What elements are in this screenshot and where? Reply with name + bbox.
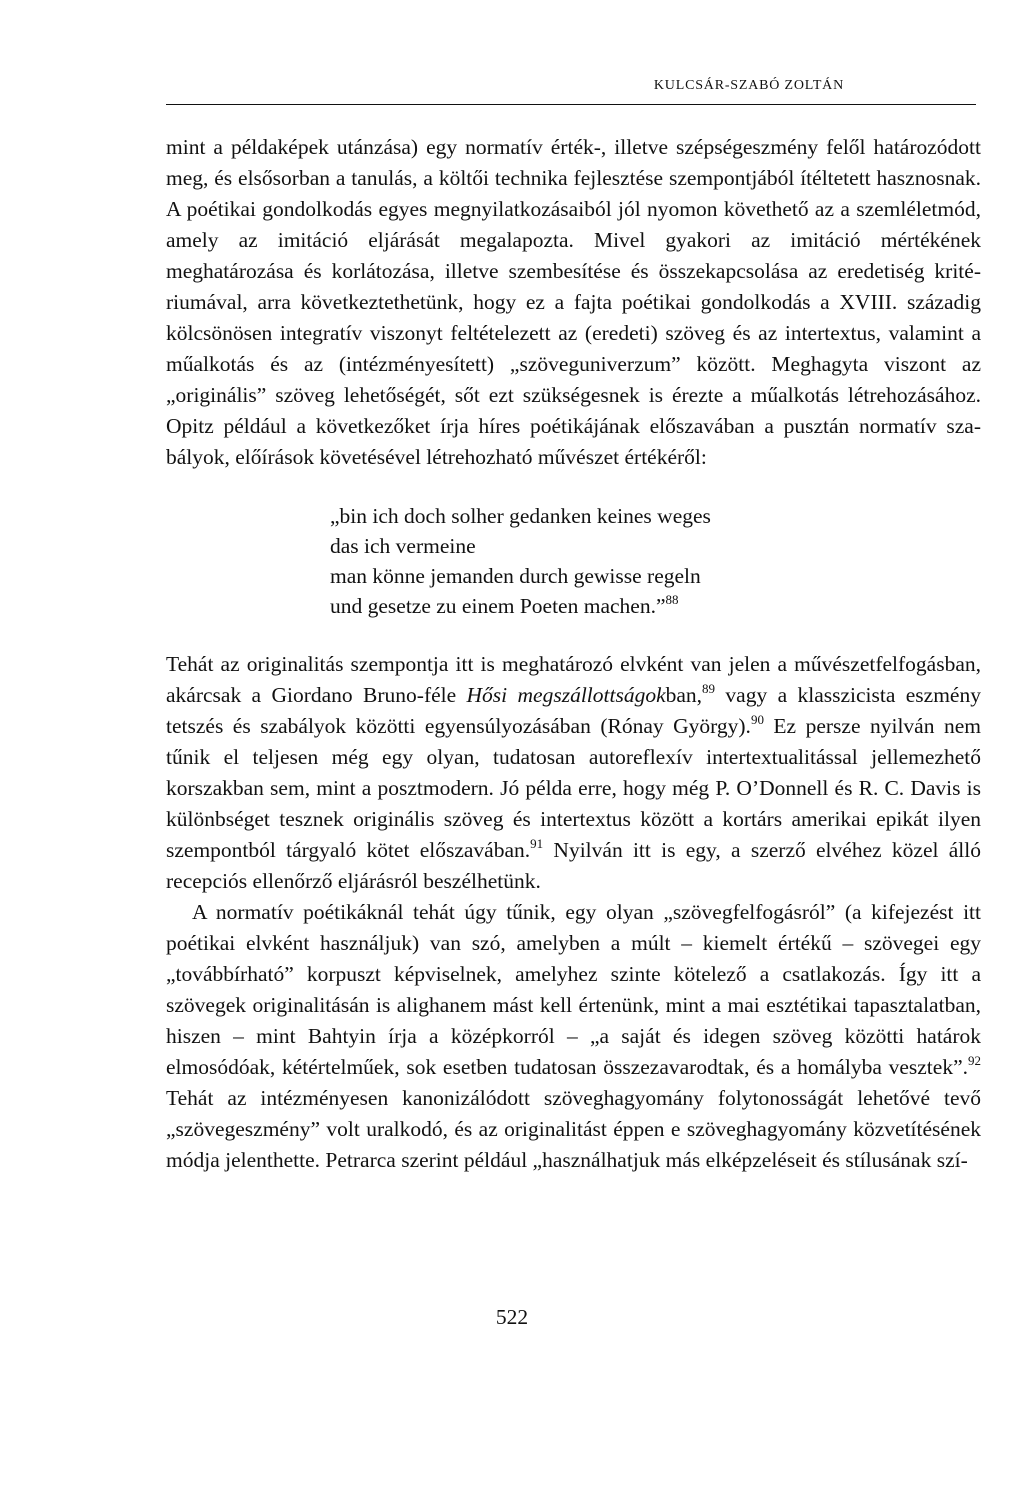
paragraph-2 [166,649,981,897]
paragraph-2-text: Tehát az originalitás szempontja itt is meghatározó elvként van jelen a művészetfelfogásban, akárcsak a Giordano Bruno-féle [166,652,981,707]
header-rule [166,104,976,105]
body-text [166,132,981,1176]
paragraph-2-text: Nyilván itt is egy, a szerző elvéhez közel álló recepciós ellenőrző eljárásról beszélhetünk. [166,838,981,893]
italic-book-title: Hősi megszállottságok [466,683,666,707]
footnote-ref-89: 89 [702,681,716,696]
paragraph-2-text: ban, [665,683,703,707]
paragraph-2-text: Ez persze nyilván nem tűnik el teljesen még egy olyan, tudatosan autoreflexív intertextualitással jellemezhető korszakban sem, mint a posztmodern. Jó példa erre, hogy még P. O’Donnell és R. C. Davis is különbséget tesznek originális szöveg és intertextus között a kortárs amerikai epikát ilyen szempontból tárgyaló kötet előszavában. [166,714,981,862]
quote-line: das ich vermeine [330,534,476,558]
paragraph-2-text: vagy a klasszicista eszmény tetszés és szabályok közötti egyensúlyozásában (Rónay György). [166,683,981,738]
footnote-ref-90: 90 [750,712,764,727]
footnote-ref-92: 92 [968,1053,981,1068]
quote-line [330,591,981,621]
block-quote [330,501,981,621]
quote-line: man könne jemanden durch gewisse regeln [330,564,701,588]
quote-line: „bin ich doch solher gedanken keines weges [330,504,711,528]
paragraph-3 [166,897,981,1176]
footnote-ref-91: 91 [530,836,544,851]
page-number: 522 [495,1305,529,1329]
quote-line-text: und gesetze zu einem Poeten machen.” [330,594,666,618]
footnote-ref-88: 88 [665,592,679,607]
running-head: KULCSÁR-SZABÓ ZOLTÁN [653,78,844,93]
paragraph-3-text: A normatív poétikáknál tehát úgy tűnik, egy olyan „szövegfelfogásról” (a kifejezést itt poétikai elvként használjuk) van szó, amelyben a múlt – kiemelt értékű – szövegei egy „továbbírható” korpuszt képviselnek, amelyhez szinte kötelező a csatlakozás. Így itt a szövegek originalitásán is alighanem mást kell értenünk, mint a mai esztétikai tapasztalatban, hiszen – mint Bahtyin írja a középkorról – „a saját és idegen szöveg közötti határok elmosódóak, kétértelműek, sok esetben tudatosan összezavarodtak, és a homályba vesztek”. [166,900,981,1079]
paragraph-1: mint a példaképek utánzása) egy normatív érték-, illetve szépségeszmény felől határozódott meg, és elsősorban a tanulás, a költői technika fejlesztése szempontjából ítéltetett hasznosnak. A poétikai gondolkodás egyes megnyilatkozásaiból jól nyomon követhető az a szemléletmód, amely az imitáció eljárását megalapozta. Mivel gyakori az imitáció mértékének meghatározása és korlátozása, illetve szembesítése és összekapcsolása az eredetiség kritériumával, arra következtethetünk, hogy ez a fajta poétikai gondolkodás a XVIII. századig kölcsönösen integratív viszonyt feltételezett az (eredeti) szöveg és az intertextus, valamint a műalkotás és az (intézményesített) „szöveguniverzum” között. Meghagyta viszont az „originális” szöveg lehetőségét, sőt ezt szükségesnek is érezte a műalkotás létrehozásához. Opitz például a következőket írja híres poétikájának előszavában a pusztán normatív szabályok, előírások követésével létrehozható művészet értékéről: [166,135,981,469]
paragraph-3-text: Tehát az intézményesen kanonizálódott szöveghagyomány folytonosságát lehetővé tevő „szövegeszmény” volt uralkodó, és az originalitást éppen e szöveghagyomány közvetítésének módja jelenthette. Petrarca szerint például „használhatjuk más elképzeléseit és stílusának szí- [166,1086,981,1172]
